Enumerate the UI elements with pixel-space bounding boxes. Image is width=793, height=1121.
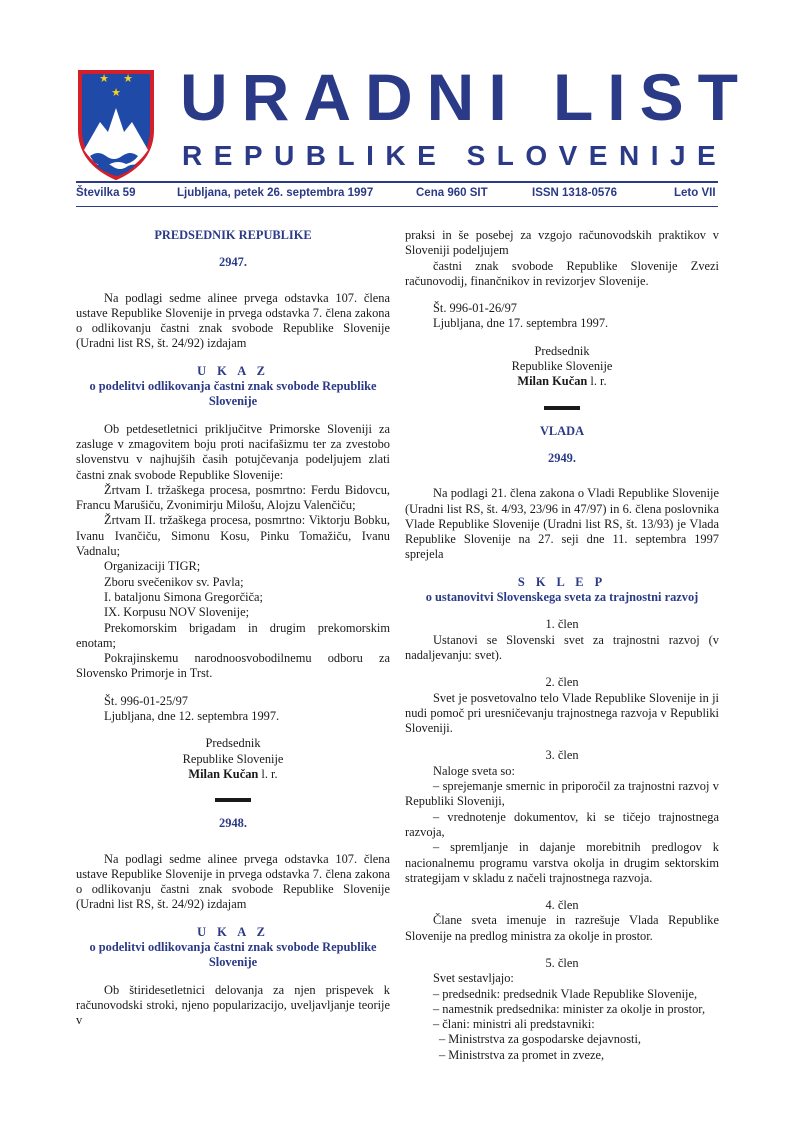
slovenia-coat-of-arms-icon	[76, 70, 156, 180]
paragraph: Zboru svečenikov sv. Pavla;	[104, 574, 244, 589]
signature-title: Predsednik	[534, 343, 590, 358]
paragraph: Žrtvam I. tržaškega procesa, posmrtno: Ferdu Bidovcu, Francu Marušiču, Zvonimirju Milošu, Alojzu Valenčiču;	[76, 482, 390, 513]
signature: Milan Kučan l. r.	[517, 374, 607, 389]
act-number: 2948.	[219, 816, 247, 831]
section-divider	[215, 798, 251, 802]
preamble: Na podlagi sedme alinee prvega odstavka 107. člena ustave Republike Slovenije in prvega odstavka 7. člena zakona o odlikovanju častni znak svobode Republike Slovenije (Uradni list RS, št. 24/92) izdajam	[76, 290, 390, 351]
issue-place-date: Ljubljana, dne 17. septembra 1997.	[433, 316, 609, 331]
journal-title: URADNI LIST	[180, 60, 752, 134]
section-heading: PREDSEDNIK REPUBLIKE	[154, 228, 312, 242]
article-heading: 1. člen	[545, 617, 579, 632]
signatory-name: Milan Kučan	[188, 766, 259, 781]
svg-text:★: ★	[123, 73, 133, 85]
list-item: – sprejemanje smernic in priporočil za trajnostni razvoj v Republiki Sloveniji,	[405, 779, 719, 809]
paragraph: I. bataljonu Simona Gregorčiča;	[104, 589, 263, 604]
issue-place-date: Ljubljana, dne 12. septembra 1997.	[104, 709, 280, 724]
svg-text:★: ★	[99, 73, 109, 85]
list-item: – Ministrstva za promet in zveze,	[439, 1047, 605, 1062]
issue-number: Številka 59	[76, 187, 136, 199]
act-type: S K L E P	[517, 574, 607, 589]
preamble: Na podlagi 21. člena zakona o Vladi Republike Slovenije (Uradni list RS, št. 4/93, 23/96 in 47/97) in 6. člena poslovnika Vlade Republike Slovenije (Uradni list RS, št. 13/93) je Vlada Republike Slovenije na 27. seji dne 11. septembra 1997 sprejela	[405, 486, 719, 562]
reference-number: Št. 996-01-25/97	[104, 693, 188, 708]
header-rule-top	[76, 181, 718, 183]
list-item: – vrednotenje dokumentov, ki se tičejo trajnostnega razvoja,	[405, 809, 719, 839]
issue-price: Cena 960 SIT	[416, 187, 488, 199]
act-type: U K A Z	[197, 924, 269, 939]
signature-office: Republike Slovenije	[511, 359, 613, 374]
signature-office: Republike Slovenije	[182, 751, 284, 766]
article-heading: 5. člen	[545, 955, 579, 970]
act-title: o ustanovitvi Slovenskega sveta za trajnostni razvoj	[425, 590, 699, 605]
article-text: Člane sveta imenuje in razrešuje Vlada Republike Slovenije na predlog ministra za okolje in prostor.	[405, 913, 719, 943]
preamble: Na podlagi sedme alinee prvega odstavka 107. člena ustave Republike Slovenije in prvega odstavka 7. člena zakona o odlikovanju častni znak svobode Republike Slovenije (Uradni list RS, št. 24/92) izdajam	[76, 851, 390, 912]
article-text: Naloge sveta so:	[433, 763, 515, 778]
list-item: – spremljanje in dajanje morebitnih predlogov k nacionalnemu programu varstva okolja in drugim sektorskim strategijam v skladu z načeli trajnostnega razvoja.	[405, 840, 719, 885]
header-rule-bottom	[76, 206, 718, 207]
paragraph: Pokrajinskemu narodnoosvobodilnemu odboru za Slovensko Primorje in Trst.	[76, 651, 390, 681]
issn: ISSN 1318-0576	[532, 187, 618, 199]
article-heading: 4. člen	[545, 898, 579, 913]
list-item: – Ministrstva za gospodarske dejavnosti,	[439, 1032, 642, 1047]
issue-date: Ljubljana, petek 26. septembra 1997	[177, 187, 374, 199]
list-item: – namestnik predsednika: minister za okolje in prostor,	[433, 1001, 706, 1016]
svg-text:★: ★	[111, 87, 121, 99]
act-number: 2947.	[219, 255, 247, 270]
article-text: Ustanovi se Slovenski svet za trajnostni razvoj (v nadaljevanju: svet).	[405, 632, 719, 662]
act-title: o podelitvi odlikovanja častni znak svobode Republike Slovenije	[89, 379, 377, 409]
list-item: – predsednik: predsednik Vlade Republike Slovenije,	[433, 986, 698, 1001]
section-divider	[544, 406, 580, 410]
issue-year: Leto VII	[674, 187, 716, 199]
left-column	[76, 224, 390, 1028]
paragraph: častni znak svobode Republike Slovenije Zvezi računovodij, finančnikov in revizorjev Slovenije.	[405, 258, 719, 288]
paragraph: Organizaciji TIGR;	[104, 559, 201, 574]
section-heading: VLADA	[539, 423, 585, 438]
paragraph: Prekomorskim brigadam in drugim prekomorskim enotam;	[76, 620, 390, 650]
signature-title: Predsednik	[205, 736, 261, 751]
article-heading: 3. člen	[545, 748, 579, 763]
paragraph: praksi in še posebej za vzgojo računovodskih praktikov v Sloveniji podeljujem	[405, 228, 719, 258]
signatory-name: Milan Kučan	[517, 374, 588, 389]
journal-subtitle: REPUBLIKE SLOVENIJE	[182, 140, 728, 171]
signature: Milan Kučan l. r.	[188, 766, 278, 781]
paragraph: Žrtvam II. tržaškega procesa, posmrtno: Viktorju Bobku, Ivanu Ivančiču, Simonu Kosu, Pinku Tomažiču, Ivanu Vadnalu;	[76, 513, 390, 559]
article-text: Svet sestavljajo:	[433, 971, 514, 986]
article-text: Svet je posvetovalno telo Vlade Republike Slovenije in ji nudi pomoč pri uresničevanju trajnostnega razvoja v Republiki Sloveniji.	[405, 690, 719, 736]
reference-number: Št. 996-01-26/97	[433, 301, 517, 316]
act-type: U K A Z	[197, 363, 269, 378]
list-item: – člani: ministri ali predstavniki:	[433, 1017, 595, 1032]
paragraph: Ob petdesetletnici priključitve Primorske Sloveniji za zasluge v zmagovitem boju proti nacifašizmu ter za zvestobo slovenstvu v najhujših časih potujčevanja podeljujem zlati častni znak svobode Republike Slovenije:	[76, 421, 390, 482]
article-heading: 2. člen	[545, 675, 579, 690]
act-title: o podelitvi odlikovanja častni znak svobode Republike Slovenije	[89, 939, 377, 970]
act-number: 2949.	[548, 450, 576, 465]
paragraph: Ob štiridesetletnici delovanja za njen prispevek k računovodski stroki, njeno popularizacijo, uveljavljanje teorije v	[76, 982, 390, 1028]
paragraph: IX. Korpusu NOV Slovenije;	[104, 605, 250, 620]
right-column	[405, 228, 719, 1063]
